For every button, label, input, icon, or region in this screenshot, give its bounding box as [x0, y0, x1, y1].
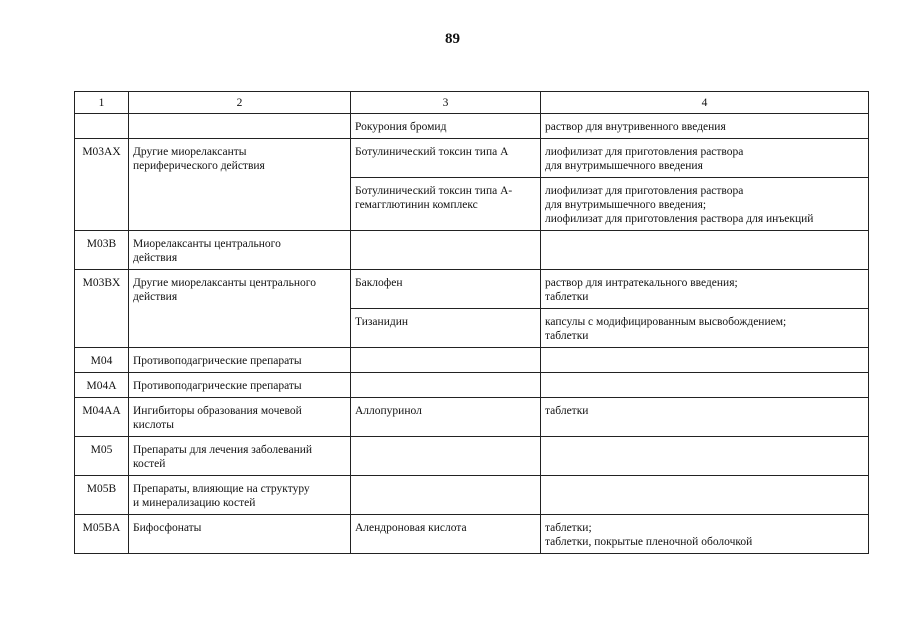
group-cell: Миорелаксанты центрального действия: [129, 231, 351, 270]
atc-code-cell: M04: [75, 348, 129, 373]
table-row: [75, 114, 869, 139]
dosage-form-cell: [541, 373, 869, 398]
group-cell: Другие миорелаксанты периферического действия: [129, 139, 351, 231]
group-cell: [129, 114, 351, 139]
drug-cell: Баклофен: [351, 270, 541, 309]
drug-cell: Рокурония бромид: [351, 114, 541, 139]
dosage-form-cell: лиофилизат для приготовления раствора для внутримышечного введения: [541, 139, 869, 178]
table-row: [75, 270, 869, 309]
drug-cell: [351, 373, 541, 398]
dosage-form-cell: раствор для внутривенного введения: [541, 114, 869, 139]
drug-cell: [351, 437, 541, 476]
dosage-form-cell: [541, 437, 869, 476]
atc-code-cell: M05BA: [75, 515, 129, 554]
column-header: 3: [351, 92, 541, 114]
table-row: [75, 231, 869, 270]
table-row: [75, 476, 869, 515]
column-header: 1: [75, 92, 129, 114]
group-cell: Бифосфонаты: [129, 515, 351, 554]
drug-cell: Ботулинический токсин типа А- гемагглютинин комплекс: [351, 178, 541, 231]
group-cell: Препараты для лечения заболеваний костей: [129, 437, 351, 476]
drug-cell: Ботулинический токсин типа А: [351, 139, 541, 178]
atc-code-cell: M03AX: [75, 139, 129, 231]
drug-cell: [351, 476, 541, 515]
dosage-form-cell: капсулы с модифицированным высвобождением; таблетки: [541, 309, 869, 348]
column-header: 4: [541, 92, 869, 114]
dosage-form-cell: таблетки; таблетки, покрытые пленочной оболочкой: [541, 515, 869, 554]
drug-cell: Аллопуринол: [351, 398, 541, 437]
group-cell: Ингибиторы образования мочевой кислоты: [129, 398, 351, 437]
group-cell: Препараты, влияющие на структуру и минерализацию костей: [129, 476, 351, 515]
group-cell: Противоподагрические препараты: [129, 373, 351, 398]
dosage-form-cell: лиофилизат для приготовления раствора для внутримышечного введения; лиофилизат для приготовления раствора для инъекций: [541, 178, 869, 231]
table-header-row: [75, 92, 869, 114]
column-header: 2: [129, 92, 351, 114]
dosage-form-cell: раствор для интратекального введения; таблетки: [541, 270, 869, 309]
atc-code-cell: M03BX: [75, 270, 129, 348]
table-row: [75, 515, 869, 554]
table-row: [75, 437, 869, 476]
atc-code-cell: [75, 114, 129, 139]
table-row: [75, 398, 869, 437]
dosage-form-cell: [541, 231, 869, 270]
group-cell: Другие миорелаксанты центрального действия: [129, 270, 351, 348]
atc-code-cell: M04A: [75, 373, 129, 398]
drug-cell: Тизанидин: [351, 309, 541, 348]
atc-code-cell: M04AA: [75, 398, 129, 437]
dosage-form-cell: [541, 348, 869, 373]
table-row: [75, 139, 869, 178]
dosage-form-cell: таблетки: [541, 398, 869, 437]
dosage-form-cell: [541, 476, 869, 515]
group-cell: Противоподагрические препараты: [129, 348, 351, 373]
atc-code-cell: M05B: [75, 476, 129, 515]
drug-cell: [351, 348, 541, 373]
drug-cell: Алендроновая кислота: [351, 515, 541, 554]
page-number: 89: [445, 31, 460, 47]
table-row: [75, 348, 869, 373]
drug-table: [74, 91, 869, 554]
atc-code-cell: M03B: [75, 231, 129, 270]
table-row: [75, 373, 869, 398]
drug-cell: [351, 231, 541, 270]
atc-code-cell: M05: [75, 437, 129, 476]
